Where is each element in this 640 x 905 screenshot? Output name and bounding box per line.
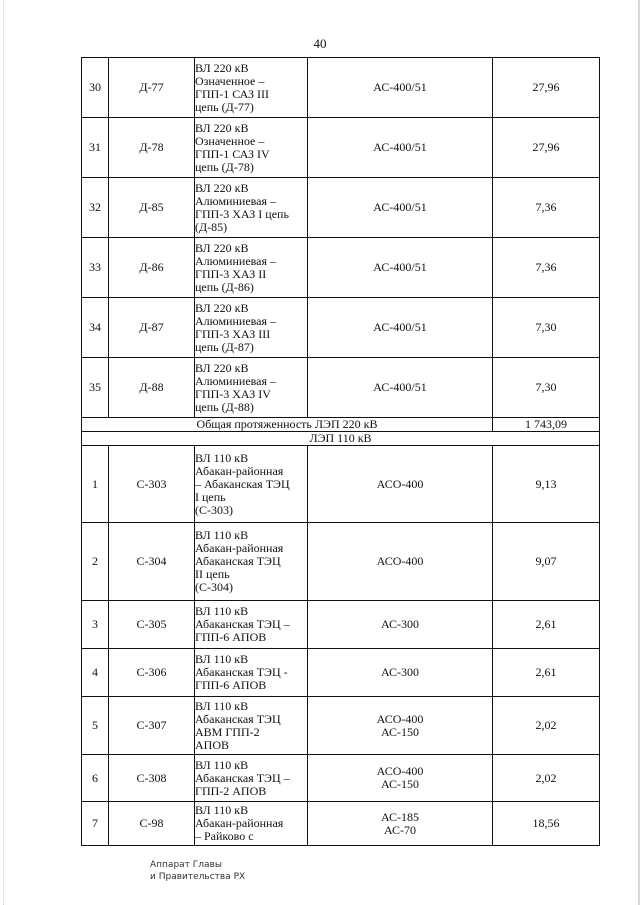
wire-brand: АСО-400	[308, 523, 493, 601]
line-name: ВЛ 110 кВ Абакан-районная – Абаканская ТЭЦ I цепь (С-303)	[195, 446, 308, 523]
power-lines-table	[81, 57, 600, 846]
table-row	[82, 697, 600, 755]
row-number: 7	[82, 802, 109, 846]
line-code: Д-87	[109, 298, 195, 358]
row-number: 6	[82, 755, 109, 802]
line-code: С-306	[109, 649, 195, 697]
wire-brand: АС-400/51	[308, 238, 493, 298]
row-number: 35	[82, 358, 109, 418]
line-code: Д-77	[109, 58, 195, 118]
line-length: 9,13	[493, 446, 600, 523]
line-length: 7,30	[493, 298, 600, 358]
line-length: 2,61	[493, 649, 600, 697]
line-length: 7,36	[493, 178, 600, 238]
line-code: Д-85	[109, 178, 195, 238]
page-left-edge	[3, 0, 5, 905]
line-code: С-308	[109, 755, 195, 802]
table-row	[82, 446, 600, 523]
line-name: ВЛ 220 кВ Алюминиевая – ГПП-3 ХАЗ I цепь (Д-85)	[195, 178, 308, 238]
line-name: ВЛ 110 кВ Абакан-районная Абаканская ТЭЦ II цепь (С-304)	[195, 523, 308, 601]
section-header-row	[82, 432, 600, 446]
line-name: ВЛ 110 кВ Абаканская ТЭЦ АВМ ГПП-2 АПОВ	[195, 697, 308, 755]
table-row	[82, 298, 600, 358]
line-length: 9,07	[493, 523, 600, 601]
line-code: Д-78	[109, 118, 195, 178]
line-name: ВЛ 110 кВ Абаканская ТЭЦ - ГПП-6 АПОВ	[195, 649, 308, 697]
row-number: 1	[82, 446, 109, 523]
line-code: Д-86	[109, 238, 195, 298]
line-name: ВЛ 220 кВ Алюминиевая – ГПП-3 ХАЗ II цепь (Д-86)	[195, 238, 308, 298]
line-name: ВЛ 110 кВ Абаканская ТЭЦ – ГПП-2 АПОВ	[195, 755, 308, 802]
wire-brand: АС-300	[308, 649, 493, 697]
table-row	[82, 649, 600, 697]
row-number: 30	[82, 58, 109, 118]
wire-brand: АС-400/51	[308, 118, 493, 178]
row-number: 4	[82, 649, 109, 697]
line-length: 27,96	[493, 118, 600, 178]
total-label: Общая протяженность ЛЭП 220 кВ	[82, 418, 493, 432]
table-row	[82, 755, 600, 802]
office-stamp	[150, 859, 245, 883]
table-row	[82, 178, 600, 238]
wire-brand: АС-400/51	[308, 298, 493, 358]
row-number: 3	[82, 601, 109, 649]
line-code: С-305	[109, 601, 195, 649]
line-code: Д-88	[109, 358, 195, 418]
line-code: С-304	[109, 523, 195, 601]
line-name: ВЛ 220 кВ Означенное – ГПП-1 САЗ IV цепь (Д-78)	[195, 118, 308, 178]
line-length: 18,56	[493, 802, 600, 846]
row-number: 33	[82, 238, 109, 298]
wire-brand: АС-400/51	[308, 178, 493, 238]
line-name: ВЛ 220 кВ Означенное – ГПП-1 САЗ III цепь (Д-77)	[195, 58, 308, 118]
line-length: 2,02	[493, 755, 600, 802]
line-name: ВЛ 110 кВ Абаканская ТЭЦ – ГПП-6 АПОВ	[195, 601, 308, 649]
row-number: 2	[82, 523, 109, 601]
wire-brand: АС-400/51	[308, 58, 493, 118]
line-code: С-303	[109, 446, 195, 523]
wire-brand: АСО-400	[308, 446, 493, 523]
wire-brand: АСО-400 АС-150	[308, 697, 493, 755]
row-number: 34	[82, 298, 109, 358]
line-name: ВЛ 110 кВ Абакан-районная – Райково с	[195, 802, 308, 846]
section-header: ЛЭП 110 кВ	[82, 432, 600, 446]
total-value: 1 743,09	[493, 418, 600, 432]
line-name: ВЛ 220 кВ Алюминиевая – ГПП-3 ХАЗ IV цепь (Д-88)	[195, 358, 308, 418]
table-row	[82, 358, 600, 418]
line-code: С-98	[109, 802, 195, 846]
row-number: 32	[82, 178, 109, 238]
stamp-line: Аппарат Главы	[150, 860, 222, 870]
line-length: 2,61	[493, 601, 600, 649]
wire-brand: АСО-400 АС-150	[308, 755, 493, 802]
row-number: 31	[82, 118, 109, 178]
line-length: 27,96	[493, 58, 600, 118]
row-number: 5	[82, 697, 109, 755]
table-row	[82, 601, 600, 649]
table-row	[82, 802, 600, 846]
page-number: 40	[313, 36, 327, 51]
table-row	[82, 238, 600, 298]
line-name: ВЛ 220 кВ Алюминиевая – ГПП-3 ХАЗ III цепь (Д-87)	[195, 298, 308, 358]
line-length: 2,02	[493, 697, 600, 755]
table-row	[82, 118, 600, 178]
line-length: 7,36	[493, 238, 600, 298]
table-row	[82, 523, 600, 601]
wire-brand: АС-185 АС-70	[308, 802, 493, 846]
line-code: С-307	[109, 697, 195, 755]
table-row	[82, 58, 600, 118]
wire-brand: АС-400/51	[308, 358, 493, 418]
total-row	[82, 418, 600, 432]
wire-brand: АС-300	[308, 601, 493, 649]
stamp-line: и Правительства РХ	[150, 872, 246, 882]
line-length: 7,30	[493, 358, 600, 418]
